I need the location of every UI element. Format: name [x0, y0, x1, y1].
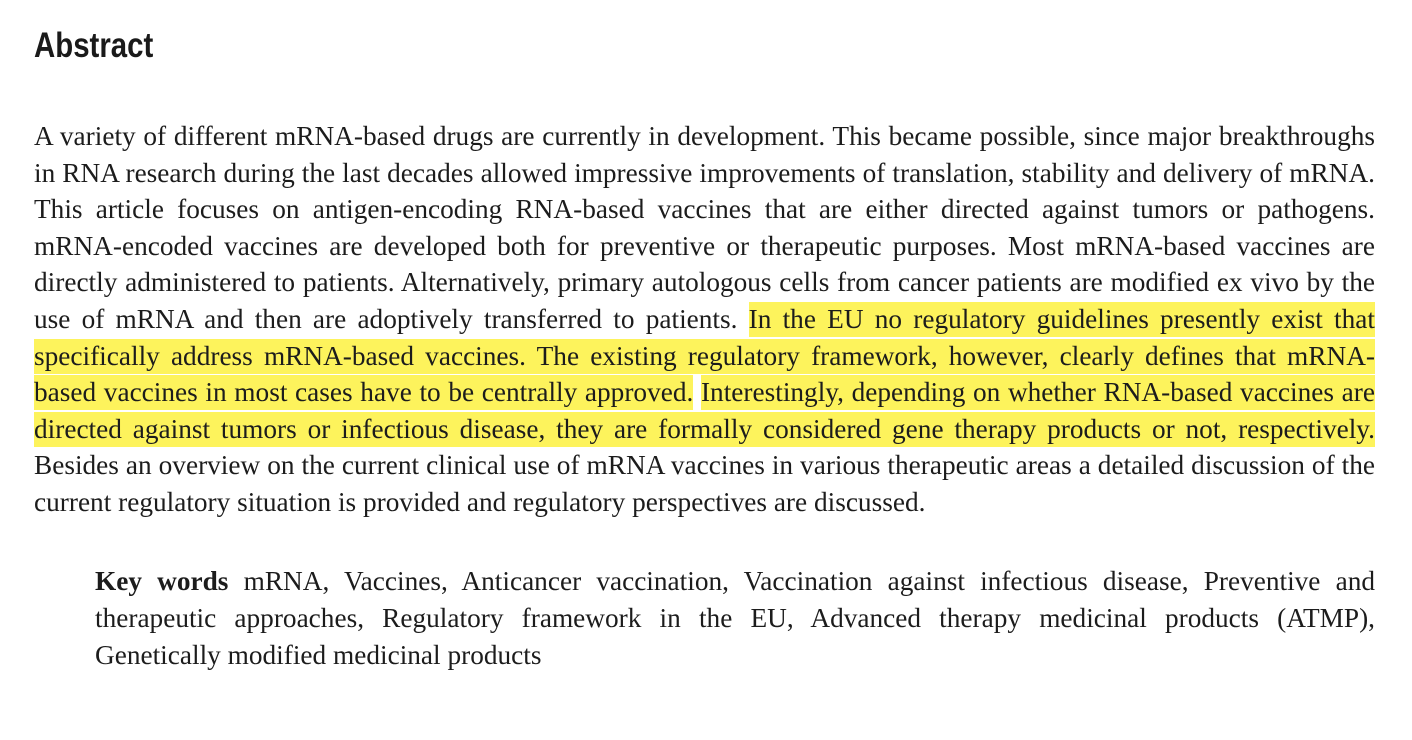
- section-heading: Abstract: [34, 26, 154, 65]
- highlighted-text[interactable]: Interestingly, depending on whether RNA-based vaccines are directed against tumors or infectious disease, they are formally considered gene therapy products or not, respectively.: [34, 375, 1375, 447]
- abstract-text: A variety of different mRNA-based drugs are currently in development. This became possible, since major breakthroughs in RNA research during the last decades allowed impressive improvements of translation, stability and delivery of mRNA. This article focuses on antigen-encoding RNA-based vaccines that are either directed against tumors or pathogens. mRNA-encoded vaccines are developed both for preventive or therapeutic purposes. Most mRNA-based vaccines are directly administered to patients. Alternatively, primary autologous cells from cancer patients are modified ex vivo by the use of mRNA and then are adoptively transferred to patients.: [34, 121, 1375, 334]
- keywords-label: Key words: [95, 565, 229, 596]
- keywords-text: mRNA, Vaccines, Anticancer vaccination, Vaccination against infectious disease, Preventive and therapeutic approaches, Regulatory framework in the EU, Advanced therapy medicinal products (ATMP), Genetically modified medicinal products: [95, 565, 1375, 670]
- abstract-paragraph: [34, 118, 1375, 521]
- keywords-paragraph: [95, 563, 1375, 674]
- abstract-page: [34, 0, 1375, 674]
- abstract-text: [693, 377, 701, 407]
- highlighted-text[interactable]: In the EU no regulatory guidelines presently exist that specifically address mRNA-based vaccines. The existing regulatory framework, however, clearly defines that mRNA-based vaccines in most cases have to be centrally approved.: [34, 302, 1375, 410]
- abstract-text: Besides an overview on the current clinical use of mRNA vaccines in various therapeutic areas a detailed discussion of the current regulatory situation is provided and regulatory perspectives are discussed.: [34, 450, 1375, 517]
